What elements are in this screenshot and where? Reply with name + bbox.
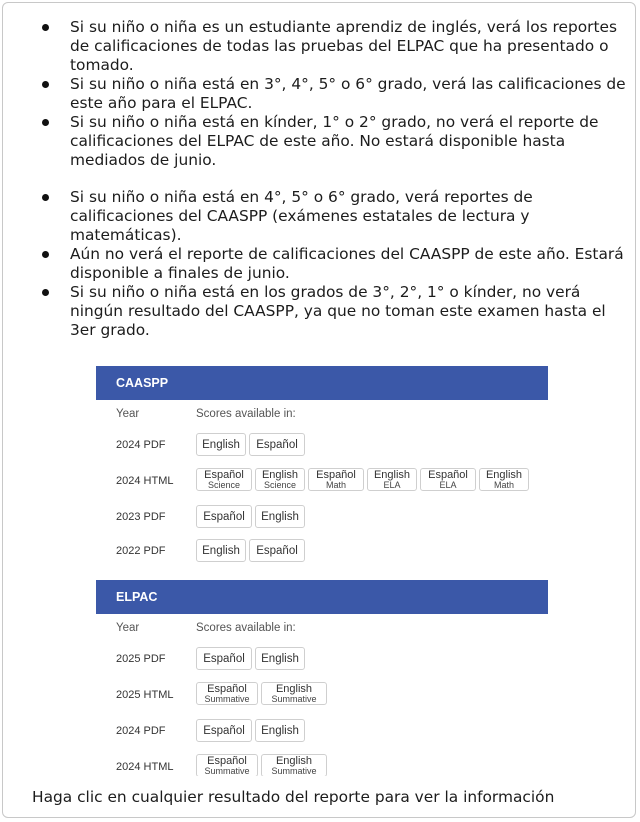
elpac-2024-html-english-summative-button[interactable]: English Summative (261, 754, 327, 776)
bullet-list-caaspp (30, 188, 630, 340)
caaspp-row-2023-pdf (96, 500, 548, 534)
elpac-2025-pdf-espanol-button[interactable]: Español (196, 647, 252, 670)
scores-column-header: Scores available in: (196, 408, 296, 420)
caaspp-2024-html-english-math-button[interactable]: English Math (479, 468, 529, 491)
row-label: 2023 PDF (116, 511, 166, 523)
instruction-caption: Haga clic en cualquier resultado del reporte para ver la información (32, 788, 555, 806)
elpac-column-headers (96, 614, 548, 642)
caaspp-2023-pdf-espanol-button[interactable]: Español (196, 505, 252, 528)
elpac-row-2025-html (96, 676, 548, 714)
elpac-2025-html-espanol-summative-button[interactable]: Español Summative (196, 682, 258, 705)
bullet-dot-icon (42, 251, 49, 258)
instructions (30, 18, 630, 340)
score-reports-screenshot (96, 366, 548, 776)
elpac-panel-title: ELPAC (96, 580, 548, 614)
caaspp-2024-pdf-espanol-button[interactable]: Español (249, 433, 305, 456)
caaspp-2023-pdf-english-button[interactable]: English (255, 505, 305, 528)
bullet-dot-icon (42, 289, 49, 296)
caaspp-row-2024-pdf (96, 428, 548, 462)
caaspp-panel (96, 366, 548, 568)
panel-separator (96, 568, 548, 580)
row-label: 2024 PDF (116, 725, 166, 737)
caaspp-2024-html-english-science-button[interactable]: English Science (255, 468, 305, 491)
row-label: 2024 PDF (116, 439, 166, 451)
bullet-item: Si su niño o niña está en 3°, 4°, 5° o 6° grado, verá las calificaciones de este año para el ELPAC. (30, 75, 630, 113)
bullet-item: Si su niño o niña es un estudiante aprendiz de inglés, verá los reportes de calificaciones de todas las pruebas del ELPAC que ha presentado o tomado. (30, 18, 630, 75)
caaspp-2024-html-espanol-ela-button[interactable]: Español ELA (420, 468, 476, 491)
bullet-item: Si su niño o niña está en kínder, 1° o 2° grado, no verá el reporte de calificaciones del ELPAC de este año. No estará disponible hasta mediados de junio. (30, 113, 630, 170)
row-label: 2022 PDF (116, 545, 166, 557)
bullet-dot-icon (42, 194, 49, 201)
caaspp-row-2024-html (96, 462, 548, 500)
elpac-2024-pdf-english-button[interactable]: English (255, 719, 305, 742)
elpac-2024-pdf-espanol-button[interactable]: Español (196, 719, 252, 742)
bullet-list-elpac (30, 18, 630, 170)
bullet-dot-icon (42, 81, 49, 88)
bullet-item: Si su niño o niña está en 4°, 5° o 6° grado, verá reportes de calificaciones del CAASPP (exámenes estatales de lectura y matemáticas). (30, 188, 630, 245)
row-label: 2025 PDF (116, 653, 166, 665)
caaspp-panel-title: CAASPP (96, 366, 548, 400)
elpac-row-2025-pdf (96, 642, 548, 676)
caaspp-2022-pdf-english-button[interactable]: English (196, 539, 246, 562)
caaspp-2024-html-espanol-science-button[interactable]: Español Science (196, 468, 252, 491)
caaspp-row-2022-pdf (96, 534, 548, 568)
elpac-row-2024-html (96, 748, 548, 776)
elpac-2024-html-espanol-summative-button[interactable]: Español Summative (196, 754, 258, 776)
caaspp-column-headers (96, 400, 548, 428)
elpac-2025-pdf-english-button[interactable]: English (255, 647, 305, 670)
caaspp-2024-pdf-english-button[interactable]: English (196, 433, 246, 456)
elpac-2025-html-english-summative-button[interactable]: English Summative (261, 682, 327, 705)
bullet-dot-icon (42, 24, 49, 31)
bullet-dot-icon (42, 119, 49, 126)
bullet-item: Si su niño o niña está en los grados de 3°, 2°, 1° o kínder, no verá ningún resultado del CAASPP, ya que no toman este examen hasta el 3er grado. (30, 283, 630, 340)
caaspp-2022-pdf-espanol-button[interactable]: Español (249, 539, 305, 562)
bullet-item: Aún no verá el reporte de calificaciones del CAASPP de este año. Estará disponible a finales de junio. (30, 245, 630, 283)
row-label: 2025 HTML (116, 689, 174, 701)
year-column-header: Year (116, 622, 140, 634)
elpac-row-2024-pdf (96, 714, 548, 748)
elpac-panel (96, 580, 548, 776)
row-label: 2024 HTML (116, 761, 174, 773)
caaspp-2024-html-english-ela-button[interactable]: English ELA (367, 468, 417, 491)
row-label: 2024 HTML (116, 475, 174, 487)
year-column-header: Year (116, 408, 140, 420)
caaspp-2024-html-espanol-math-button[interactable]: Español Math (308, 468, 364, 491)
scores-column-header: Scores available in: (196, 622, 296, 634)
